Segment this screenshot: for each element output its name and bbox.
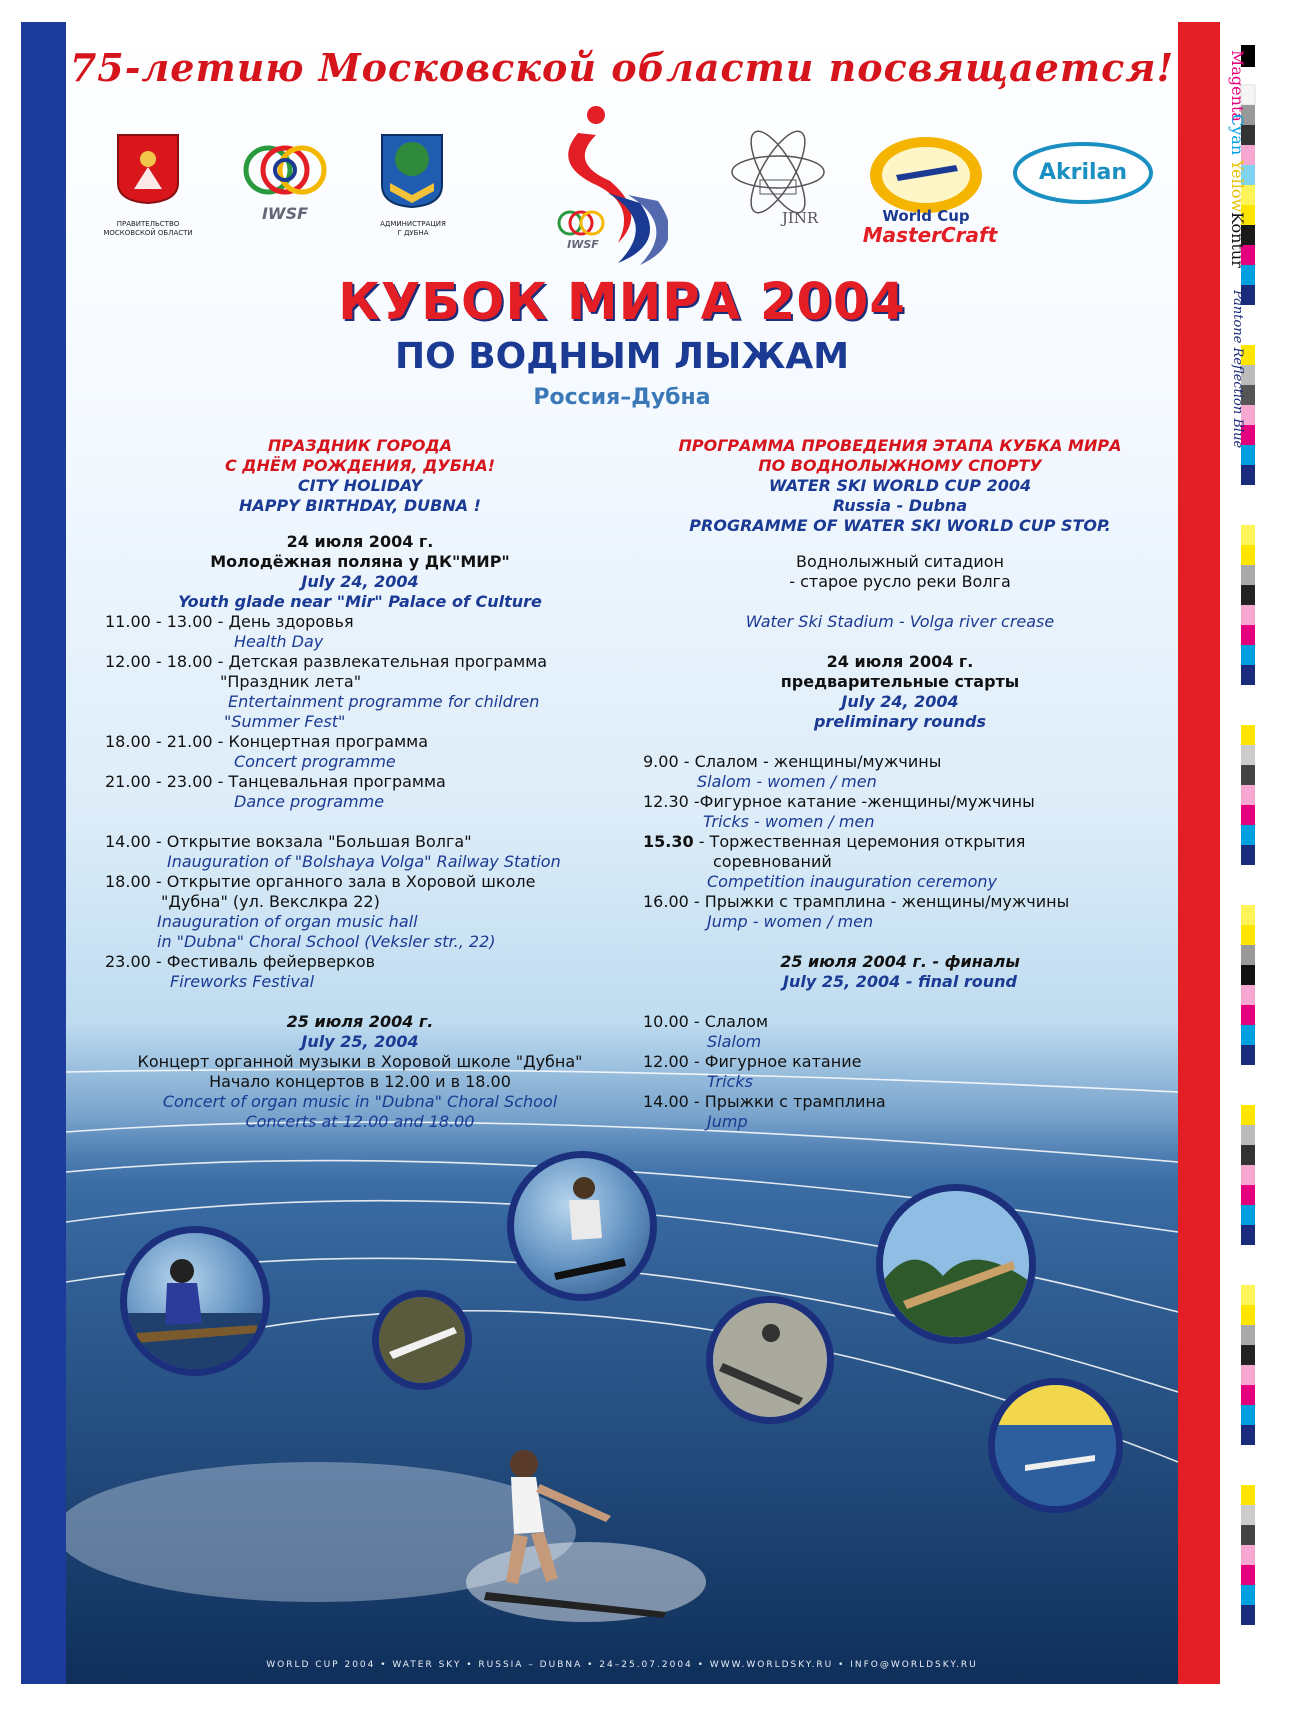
pantone-label: Pantone Reflection Blue (1230, 290, 1245, 449)
right-header-en2: Russia - Dubna (832, 496, 968, 515)
schedule-item: 23.00 - Фестиваль фейерверков (105, 952, 376, 971)
left-header-line2: С ДНЁМ РОЖДЕНИЯ, ДУБНА! (224, 456, 496, 475)
right-red-band (1178, 22, 1220, 1684)
left-place-ru: Молодёжная поляна у ДК"МИР" (210, 552, 510, 571)
left-day1-en: July 24, 2004 (301, 572, 419, 591)
main-subtitle: ПО ВОДНЫМ ЛЫЖАМ (394, 336, 850, 377)
left-header-en1: CITY HOLIDAY (297, 476, 423, 495)
cyan-label: Cyan (1228, 114, 1247, 156)
color-names-vertical (1228, 50, 1247, 268)
photo-slalom-skier-ski-banner (988, 1378, 1123, 1513)
venue-ru: - старое русло реки Волга (789, 572, 1011, 591)
photo-jump-skier (706, 1296, 834, 1424)
magenta-label: Magenta (1228, 50, 1247, 122)
schedule-item: 12.30 -Фигурное катание -женщины/мужчины (643, 792, 1035, 811)
right-day1-en2: preliminary rounds (813, 712, 987, 731)
left-header-en2: HAPPY BIRTHDAY, DUBNA ! (239, 496, 481, 515)
schedule-item-en: Competition inauguration ceremony (707, 872, 997, 891)
water-ski-emblem (548, 103, 668, 277)
schedule-item-en: Slalom (707, 1032, 762, 1051)
schedule-item-en: Tricks - women / men (703, 812, 875, 831)
schedule-item: 15.30 - Торжественная церемония открытия (643, 832, 1026, 851)
main-title: КУБОК МИРА 2004 (338, 273, 906, 332)
schedule-item-en: Jump - women / men (707, 912, 874, 931)
schedule-item: "Дубна" (ул. Векслкра 22) (161, 892, 380, 911)
center-iwsf-label: IWSF (567, 238, 599, 251)
left-blue-band (21, 22, 66, 1684)
right-day1-en: July 24, 2004 (841, 692, 959, 711)
schedule-item-en: Slalom - women / men (697, 772, 877, 791)
akrilan-label: Akrilan (1038, 160, 1128, 185)
dubna-coat-of-arms (380, 133, 444, 213)
left-place-en: Youth glade near "Mir" Palace of Culture (178, 592, 542, 611)
photo-jump-skier-small (372, 1290, 472, 1390)
venue-en: Water Ski Stadium - Volga river crease (745, 612, 1055, 631)
moscow-region-coat-of-arms (116, 133, 180, 209)
right-header-line2: ПО ВОДНОЛЫЖНОМУ СПОРТУ (758, 456, 1042, 475)
photo-jump-skier-trees (876, 1184, 1036, 1344)
schedule-item: 18.00 - Открытие органного зала в Хоровой школе (105, 872, 536, 891)
color-control-strip (1238, 45, 1258, 1665)
venue-ru: Воднолыжный ситадион (796, 552, 1004, 571)
schedule-item: 10.00 - Слалом (643, 1012, 769, 1031)
schedule-item: 12.00 - Фигурное катание (643, 1052, 862, 1071)
schedule-item-en: Entertainment programme for children (228, 692, 540, 711)
schedule-item-en: Dance programme (234, 792, 385, 811)
schedule-item: 21.00 - 23.00 - Танцевальная программа (105, 772, 446, 791)
schedule-item-en: Concert programme (234, 752, 396, 771)
schedule-item-en: "Summer Fest" (224, 712, 346, 731)
schedule-item-en: Inauguration of organ music hall (157, 912, 418, 931)
location: Россия–Дубна (533, 385, 711, 410)
footer-line: WORLD CUP 2004 • WATER SKY • RUSSIA – DUBNA • 24–25.07.2004 • WWW.WORLDSKY.RU • INFO@WORLDSKY.RU (266, 1660, 978, 1670)
dedication-title: 75-летию Московской области посвящается! (69, 45, 1175, 90)
schedule-item: 14.00 - Прыжки с трамплина (643, 1092, 886, 1111)
left-day2-en: July 25, 2004 (301, 1032, 419, 1051)
iwsf-label: IWSF (261, 204, 309, 223)
schedule-item-en: Concert of organ music in "Dubna" Choral School (162, 1092, 558, 1111)
kontur-label: Kontur (1228, 212, 1247, 268)
schedule-item: Концерт органной музыки в Хоровой школе "Дубна" (137, 1052, 583, 1071)
schedule-item-en: Inauguration of "Bolshaya Volga" Railway Station (167, 852, 561, 871)
mastercraft-label: MasterCraft (862, 223, 998, 247)
color-patches-repeat (1241, 345, 1255, 1625)
schedule-item: соревнований (713, 852, 832, 871)
moscow-region-caption: ПРАВИТЕЛЬСТВО МОСКОВСКОЙ ОБЛАСТИ (103, 220, 193, 237)
left-day2-ru: 25 июля 2004 г. (286, 1012, 434, 1031)
dubna-caption: АДМИНИСТРАЦИЯ Г ДУБНА (380, 220, 446, 237)
photo-slalom-skier (120, 1226, 270, 1376)
schedule-item-en: Health Day (234, 632, 324, 651)
schedule-item-en: Fireworks Festival (170, 972, 315, 991)
world-cup-label: World Cup (882, 207, 970, 225)
right-day2-en: July 25, 2004 - final round (782, 972, 1017, 991)
schedule-item: 18.00 - 21.00 - Концертная программа (105, 732, 429, 751)
schedule-item-en: Concerts at 12.00 and 18.00 (245, 1112, 475, 1131)
schedule-item: 14.00 - Открытие вокзала "Большая Волга" (105, 832, 472, 851)
schedule-item: 9.00 - Слалом - женщины/мужчины (643, 752, 942, 771)
left-header-line1: ПРАЗДНИК ГОРОДА (267, 436, 453, 455)
schedule-item: Начало концертов в 12.00 и в 18.00 (209, 1072, 511, 1091)
schedule-item-en: Jump (707, 1112, 748, 1131)
photo-tricks-skier (507, 1151, 657, 1301)
left-day1-ru: 24 июля 2004 г. (286, 532, 434, 551)
right-header-line1: ПРОГРАММА ПРОВЕДЕНИЯ ЭТАПА КУБКА МИРА (678, 436, 1122, 455)
jinr-label: JINR (781, 209, 819, 227)
schedule-item-en: Tricks (707, 1072, 753, 1091)
right-header-en3: PROGRAMME OF WATER SKI WORLD CUP STOP. (689, 516, 1111, 535)
right-day1-ru: 24 июля 2004 г. (826, 652, 974, 671)
right-header-en1: WATER SKI WORLD CUP 2004 (768, 476, 1032, 495)
schedule-item: 16.00 - Прыжки с трамплина - женщины/мужчины (643, 892, 1070, 911)
schedule-item-en: in "Dubna" Choral School (Veksler str., 22) (157, 932, 496, 951)
right-day1-ru2: предварительные старты (780, 672, 1020, 691)
right-day2-ru: 25 июля 2004 г. - финалы (780, 952, 1020, 971)
yellow-label: Yellow (1228, 160, 1247, 213)
schedule-item: "Праздник лета" (220, 672, 362, 691)
schedule-item: 12.00 - 18.00 - Детская развлекательная программа (105, 652, 548, 671)
schedule-item: 11.00 - 13.00 - День здоровья (105, 612, 354, 631)
